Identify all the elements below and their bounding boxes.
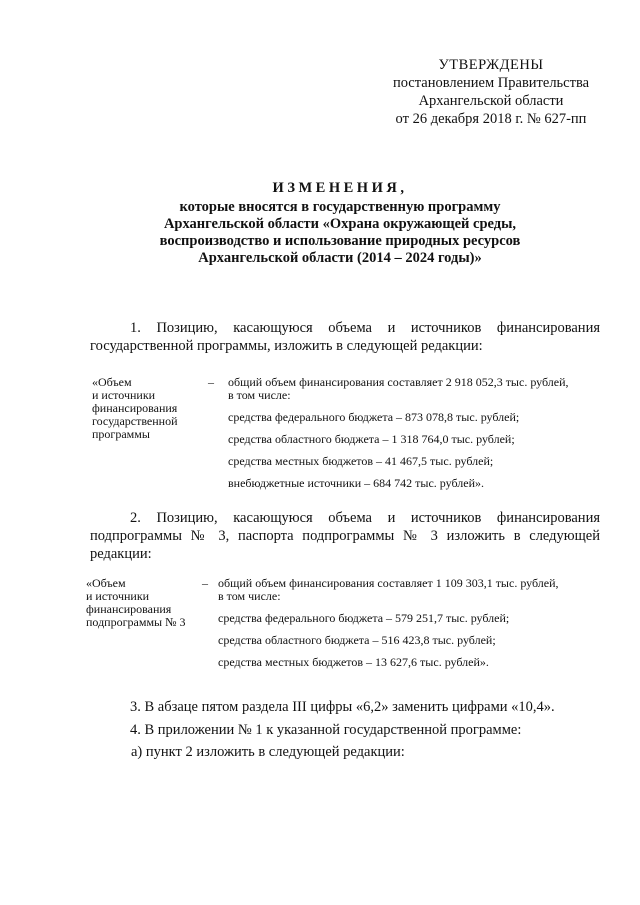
label-line: и источники xyxy=(86,589,150,603)
approval-block xyxy=(360,56,622,128)
funding-table-subprogram xyxy=(86,577,612,672)
funding-table-dash: – xyxy=(202,576,208,590)
label-line: и источники xyxy=(92,388,156,402)
funding-table-program xyxy=(92,376,612,494)
funding-row: внебюджетные источники – 684 742 тыс. рублей». xyxy=(228,476,485,490)
funding-including: в том числе: xyxy=(228,388,291,402)
title-line: Архангельской области «Охрана окружающей среды, xyxy=(163,216,517,232)
funding-row: средства областного бюджета – 516 423,8 тыс. рублей; xyxy=(218,633,496,647)
funding-row: средства местных бюджетов – 41 467,5 тыс. рублей; xyxy=(228,454,494,468)
funding-row: средства местных бюджетов – 13 627,6 тыс. рублей». xyxy=(218,655,489,669)
funding-table-dash: – xyxy=(208,375,214,389)
item-4-paragraph: 4. В приложении № 1 к указанной государственной программе: xyxy=(130,722,522,738)
document-title xyxy=(60,180,620,267)
funding-table-values xyxy=(218,577,612,669)
funding-row: средства областного бюджета – 1 318 764,0 тыс. рублей; xyxy=(228,432,515,446)
item-2-paragraph: 2. Позицию, касающуюся объема и источников финансирования подпрограммы № 3, паспорта подпрограммы № 3 изложить в следующей редакции: xyxy=(90,510,600,562)
funding-including: в том числе: xyxy=(218,589,281,603)
funding-total: общий объем финансирования составляет 1 109 303,1 тыс. рублей, xyxy=(218,576,559,590)
funding-table-label xyxy=(86,577,196,629)
item-3-paragraph: 3. В абзаце пятом раздела III цифры «6,2» заменить цифрами «10,4». xyxy=(130,699,555,715)
item-1-paragraph: 1. Позицию, касающуюся объема и источников финансирования государственной программы, изложить в следующей редакции: xyxy=(90,320,600,354)
approval-line: Архангельской области xyxy=(418,93,564,109)
title-line: воспроизводство и использование природных ресурсов xyxy=(159,233,521,249)
approval-line: постановлением Правительства xyxy=(392,75,590,91)
funding-table-label xyxy=(92,376,202,441)
title-main: ИЗМЕНЕНИЯ, xyxy=(272,180,408,196)
approval-line: от 26 декабря 2018 г. № 627-пп xyxy=(395,111,587,127)
item-4a-paragraph: а) пункт 2 изложить в следующей редакции: xyxy=(131,744,405,760)
label-line: финансирования xyxy=(92,401,178,415)
label-line: «Объем xyxy=(86,576,126,590)
funding-row: средства федерального бюджета – 579 251,7 тыс. рублей; xyxy=(218,611,510,625)
label-line: программы xyxy=(92,427,150,441)
title-line: Архангельской области (2014 – 2024 годы)» xyxy=(198,250,482,266)
approval-heading: УТВЕРЖДЕНЫ xyxy=(438,57,544,73)
funding-total: общий объем финансирования составляет 2 918 052,3 тыс. рублей, xyxy=(228,375,569,389)
label-line: финансирования xyxy=(86,602,172,616)
label-line: подпрограммы № 3 xyxy=(86,615,186,629)
label-line: государственной xyxy=(92,414,178,428)
funding-table-values xyxy=(228,376,612,490)
funding-row: средства федерального бюджета – 873 078,8 тыс. рублей; xyxy=(228,410,520,424)
label-line: «Объем xyxy=(92,375,132,389)
title-line: которые вносятся в государственную программу xyxy=(179,199,501,215)
